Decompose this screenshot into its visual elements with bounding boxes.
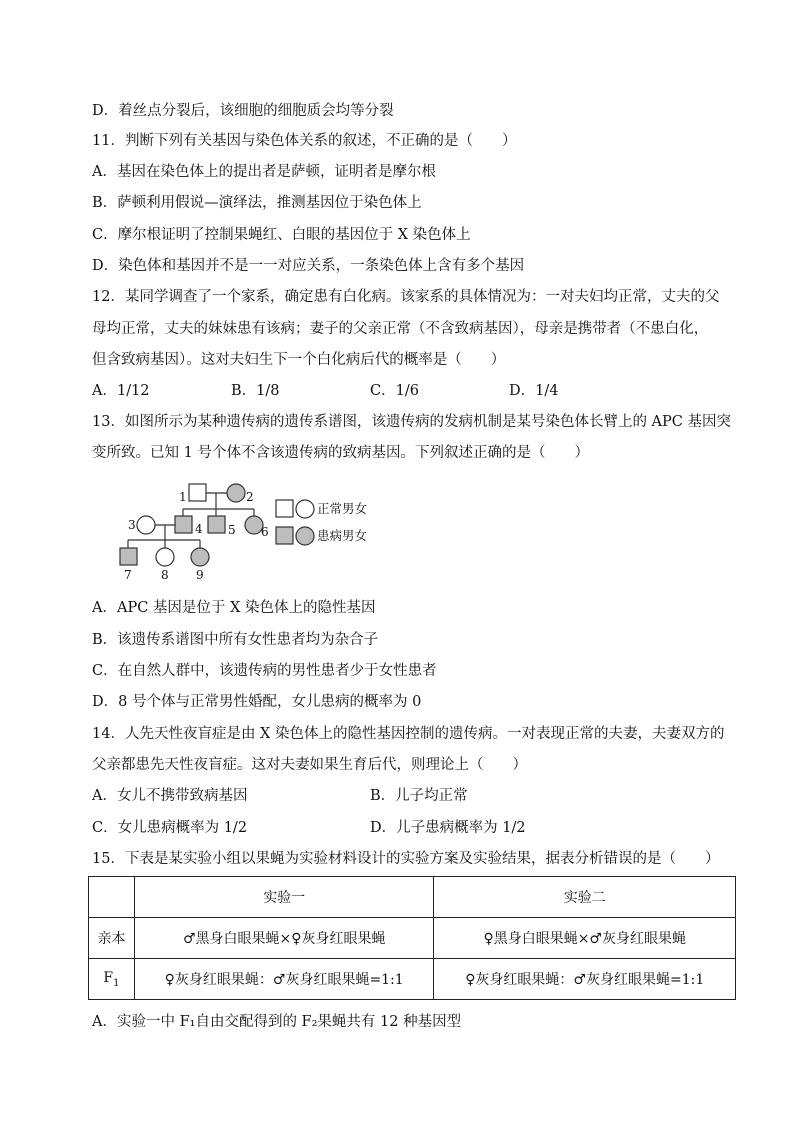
question-12-stem-line-2: 母均正常，丈夫的妹妹患有该病；妻子的父亲正常（不含致病基因），母亲是携带者（不患白化， bbox=[92, 321, 709, 337]
q14-option-d: D．儿子患病概率为 1/2 bbox=[370, 820, 526, 836]
row-label-f1: $F_1$ bbox=[89, 959, 135, 1000]
f1-experiment-1: ♀灰身红眼果蝇：♂灰身红眼果蝇=1:1 bbox=[134, 959, 434, 1000]
q13-option-d: D．8 号个体与正常男性婚配，女儿患病的概率为 0 bbox=[92, 694, 422, 710]
q15-option-a: A．实验一中 F₁自由交配得到的 F₂果蝇共有 12 种基因型 bbox=[92, 1014, 462, 1030]
q11-option-d: D．染色体和基因并不是一一对应关系，一条染色体上含有多个基因 bbox=[92, 258, 525, 274]
q12-option-d: D．1/4 bbox=[509, 383, 559, 399]
label-2: 2 bbox=[246, 490, 254, 504]
q13-option-b: B．该遗传系谱图中所有女性患者均为杂合子 bbox=[92, 632, 379, 648]
legend-affected-female-circle bbox=[296, 527, 314, 545]
individual-8-normal-female bbox=[156, 548, 174, 566]
header-experiment-2: 实验二 bbox=[434, 877, 736, 918]
label-8: 8 bbox=[161, 568, 169, 582]
q14-option-c: C．女儿患病概率为 1/2 bbox=[92, 820, 248, 836]
legend-normal-male-square bbox=[276, 500, 293, 517]
q14-option-a: A．女儿不携带致病基因 bbox=[92, 788, 248, 804]
q11-option-a: A．基因在染色体上的提出者是萨顿，证明者是摩尔根 bbox=[92, 164, 436, 180]
individual-2-affected-female bbox=[227, 484, 245, 502]
q12-option-a: A．1/12 bbox=[92, 383, 150, 399]
question-14-stem-line-2: 父亲都患先天性夜盲症。这对夫妻如果生育后代，则理论上（ ） bbox=[92, 757, 527, 773]
question-12-stem-line-3: 但含致病基因）。这对夫妇生下一个白化病后代的概率是（ ） bbox=[92, 352, 506, 368]
table-row-parents bbox=[89, 918, 736, 959]
q11-option-c: C．摩尔根证明了控制果蝇红、白眼的基因位于 X 染色体上 bbox=[92, 227, 471, 243]
question-11-stem: 11．判断下列有关基因与染色体关系的叙述，不正确的是（ ） bbox=[92, 133, 517, 149]
q13-option-c: C．在自然人群中，该遗传病的男性患者少于女性患者 bbox=[92, 663, 437, 679]
legend-affected-male-square bbox=[276, 527, 293, 544]
table-row-f1 bbox=[89, 959, 736, 1000]
individual-1-normal-male bbox=[189, 484, 206, 501]
legend-normal-female-circle bbox=[296, 500, 314, 518]
parents-experiment-2: ♀黑身白眼果蝇×♂灰身红眼果蝇 bbox=[434, 918, 736, 959]
individual-7-affected-male bbox=[120, 548, 137, 565]
q10-option-d: D．着丝点分裂后，该细胞的细胞质会均等分裂 bbox=[92, 103, 394, 119]
individual-3-normal-female bbox=[137, 516, 155, 534]
table-corner-cell bbox=[89, 877, 135, 918]
label-4: 4 bbox=[195, 522, 203, 536]
question-15-stem: 15．下表是某实验小组以果蝇为实验材料设计的实验方案及实验结果，据表分析错误的是（ ） bbox=[92, 851, 720, 867]
label-3: 3 bbox=[128, 518, 136, 532]
question-12-stem-line-1: 12．某同学调查了一个家系，确定患有白化病。该家系的具体情况为：一对夫妇均正常，丈夫的父 bbox=[92, 289, 720, 305]
question-14-stem-line-1: 14．人先天性夜盲症是由 X 染色体上的隐性基因控制的遗传病。一对表现正常的夫妻，夫妻双方的 bbox=[92, 726, 725, 742]
table-header-row bbox=[89, 877, 736, 918]
label-1: 1 bbox=[179, 490, 187, 504]
label-5: 5 bbox=[228, 523, 236, 537]
q12-option-c: C．1/6 bbox=[370, 383, 419, 399]
q12-option-b: B．1/8 bbox=[231, 383, 280, 399]
header-experiment-1: 实验一 bbox=[134, 877, 434, 918]
legend-normal-label: 正常男女 bbox=[317, 501, 368, 516]
question-13-stem-line-1: 13．如图所示为某种遗传病的遗传系谱图，该遗传病的发病机制是某号染色体长臂上的 APC 基因突 bbox=[92, 414, 731, 430]
q11-option-b: B．萨顿利用假说—演绎法，推测基因位于染色体上 bbox=[92, 195, 422, 211]
f1-experiment-2: ♀灰身红眼果蝇：♂灰身红眼果蝇=1:1 bbox=[434, 959, 736, 1000]
q14-option-b: B．儿子均正常 bbox=[370, 788, 468, 804]
question-13-stem-line-2: 变所致。已知 1 号个体不含该遗传病的致病基因。下列叙述正确的是（ ） bbox=[92, 445, 589, 461]
individual-4-affected-male bbox=[175, 516, 192, 533]
parents-experiment-1: ♂黑身白眼果蝇×♀灰身红眼果蝇 bbox=[134, 918, 434, 959]
individual-9-affected-female bbox=[191, 548, 209, 566]
label-9: 9 bbox=[196, 568, 204, 582]
row-label-parents: 亲本 bbox=[89, 918, 135, 959]
legend-affected-label: 患病男女 bbox=[317, 528, 368, 543]
pedigree-diagram bbox=[110, 476, 380, 584]
label-6: 6 bbox=[261, 525, 269, 539]
experiment-table bbox=[88, 876, 736, 1000]
label-7: 7 bbox=[124, 568, 132, 582]
q13-option-a: A．APC 基因是位于 X 染色体上的隐性基因 bbox=[92, 600, 376, 616]
individual-5-affected-male bbox=[208, 516, 225, 533]
